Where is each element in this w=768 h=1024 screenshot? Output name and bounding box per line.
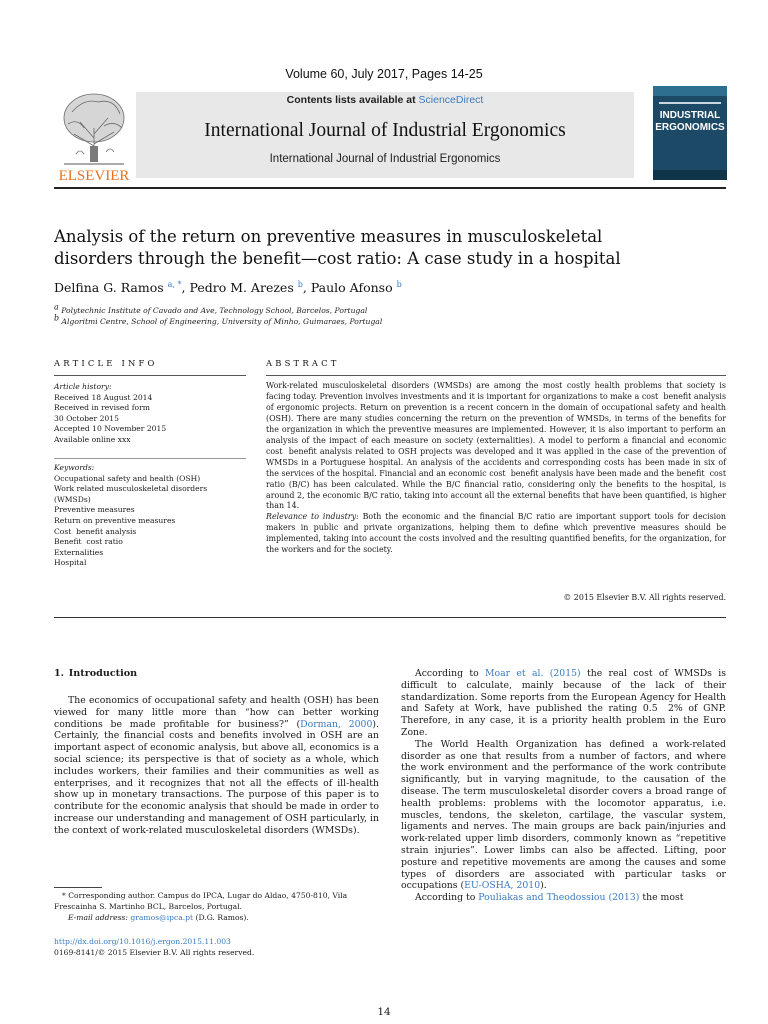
affiliation-mark: a	[54, 302, 59, 312]
history-item: Accepted 10 November 2015	[54, 424, 167, 434]
email-link[interactable]: gramos@ipca.pt	[130, 912, 194, 922]
keyword-item: (WMSDs)	[54, 494, 91, 504]
body-paragraph	[401, 668, 726, 739]
keyword-item: Benefit cost ratio	[54, 537, 123, 547]
author-affiliation-mark[interactable]: b	[297, 279, 303, 289]
keywords-rule	[54, 458, 246, 459]
paragraph-text: ).	[540, 880, 547, 892]
author-list	[54, 280, 402, 295]
body-paragraph	[401, 892, 726, 904]
email-label: E-mail address:	[68, 912, 128, 922]
relevance-text: Both the economic and the financial B/C ratio are important support tools for decision makers in public and private organizations, helping them to define which preventive measures should be implemented, taking into account the costs involved and the resulting quantified benefits, for the organization, for the workers and for the society.	[266, 512, 726, 555]
title-line-1: Analysis of the return on preventive measures in musculoskeletal	[54, 227, 603, 246]
cover-title-line2: ERGONOMICS	[655, 122, 725, 133]
paragraph-text: The economics of occupational safety and health (OSH) has been viewed for many little more than “how can better working conditions be made profitable for business?” (	[54, 695, 379, 730]
email-suffix: (D.G. Ramos).	[193, 912, 249, 922]
doi-link[interactable]: http://dx.doi.org/10.1016/j.ergon.2015.11.003	[54, 937, 231, 946]
cover-rule	[659, 102, 721, 104]
sciencedirect-link[interactable]: ScienceDirect	[418, 94, 484, 106]
author-separator: ,	[302, 280, 311, 295]
paragraph-text: the most	[639, 892, 684, 904]
left-column	[54, 695, 379, 837]
citation-link[interactable]: EU-OSHA, 2010	[464, 880, 541, 892]
author-affiliation-mark[interactable]: a, *	[167, 279, 182, 289]
abstract-body	[266, 381, 726, 556]
keyword-item: Return on preventive measures	[54, 515, 176, 525]
keywords-list	[54, 463, 249, 569]
body-paragraph	[401, 739, 726, 892]
journal-header-box	[136, 92, 634, 178]
intro-paragraph	[54, 695, 379, 837]
author-name: Pedro M. Arezes	[189, 280, 294, 295]
affiliation-text: Polytechnic Institute of Cavado and Ave, Technology School, Barcelos, Portugal	[61, 306, 368, 315]
paper-title	[54, 226, 694, 270]
title-line-2: disorders through the benefit—cost ratio: A case study in a hospital	[54, 249, 621, 268]
page-number: 14	[377, 1006, 391, 1018]
relevance-paragraph	[266, 512, 726, 556]
keywords-label: Keywords:	[54, 463, 95, 472]
paragraph-text: ). Certainly, the financial costs and benefits involved in OSH are an important aspect of economic analysis, but above all, economics is a social science; its perspective is that of society as a whole, which includes workers, their families and their communities as well as enterprises, and it recognizes that not all the effects of ill-health show up in monetary transactions. The purpose of this paper is to contribute for the economic analysis that should be made in order to increase our understanding and management of OSH particularly, in the context of work-related musculoskeletal disorders (WMSDs).	[54, 718, 379, 836]
abstract-copyright: © 2015 Elsevier B.V. All rights reserved.	[563, 593, 726, 602]
elsevier-tree-logo	[54, 88, 134, 182]
affiliation-a	[54, 302, 368, 315]
paragraph-text: the real cost of WMSDs is difficult to calculate, mainly because of the lack of their standardization. Some reports from the European Agency for Health and Safety at Work, have published the rating 0.5 2% of GNP. Therefore, in any case, it is a priority health problem in the Euro Zone.	[401, 668, 727, 738]
right-column	[401, 668, 726, 904]
affiliation-mark: b	[54, 313, 60, 323]
keyword-item: Occupational safety and health (OSH)	[54, 473, 201, 483]
affiliation-text: Algoritmi Centre, School of Engineering, University of Minho, Guimaraes, Portugal	[61, 317, 383, 326]
cover-title-line1: INDUSTRIAL	[659, 110, 721, 121]
volume-line: Volume 60, July 2017, Pages 14-25	[285, 67, 483, 81]
relevance-label: Relevance to industry:	[266, 512, 359, 522]
keyword-item: Preventive measures	[54, 505, 135, 515]
author-name: Delfina G. Ramos	[54, 280, 164, 295]
article-history	[54, 382, 249, 446]
corresponding-author-footnote	[54, 891, 382, 923]
journal-subtitle: International Journal of Industrial Ergonomics	[269, 153, 501, 165]
history-item: 30 October 2015	[54, 413, 119, 423]
section-heading-introduction: 1. Introduction	[54, 668, 138, 679]
article-info-heading: ARTICLE INFO	[54, 358, 158, 368]
article-info-rule	[54, 375, 246, 376]
paragraph-text: The World Health Organization has defined a work-related disorder as one that results from a number of factors, and where the work environment and the performance of the work contribute significantly, but in varying magnitude, to the causation of the disease. The term musculoskeletal disorder covers a broad range of health problems: problems with the locomotor apparatus, i.e. muscles, tendons, the skeleton, cartilage, the vascular system, ligaments and nerves. The main groups are back pain/injuries and work-related upper limb disorders, commonly known as “repetitive strain injuries”. Lower limbs can also be affected. Lifting, poor posture and repetitive movements are among the causes and some types of disorders are associated with particular tasks or occupations (	[401, 738, 726, 892]
abstract-bottom-rule	[54, 617, 726, 618]
abstract-heading: ABSTRACT	[266, 358, 340, 368]
abstract-rule	[266, 375, 726, 376]
contents-prefix: Contents lists available at	[286, 94, 419, 106]
keyword-item: Externalities	[54, 547, 104, 557]
citation-link[interactable]: Moar et al. (2015)	[485, 668, 581, 679]
cover-title	[653, 110, 727, 134]
citation-link[interactable]: Dorman, 2000	[300, 718, 373, 730]
keyword-item: Cost benefit analysis	[54, 526, 137, 536]
paragraph-text: According to	[415, 892, 479, 904]
author-separator: ,	[181, 280, 190, 295]
footnote-rule	[54, 887, 102, 888]
abstract-paragraph: Work-related musculoskeletal disorders (WMSDs) are among the most costly health problems that society is facing today. Prevention involves investments and it is important for organizations to make a cost benefit analysis of ergonomic projects. Return on prevention is a recent concern in the domain of occupational safety and health (OSH). There are many studies concerning the return on the prevention of WMSDs, in terms of the benefits for the organization in which the preventive measures are implemented. However, it is also important to perform an analysis of the impact of each measure on society (externalities). A model to perform a financial and economic cost benefit analysis related to OSH projects was developed and it was applied in the case of the prevention of WMSDs in a Portuguese hospital. An analysis of the accidents and corresponding costs has been made in six of the services of the hospital. Financial and an economic cost benefit analysis have been made and the benefit cost ratio (B/C) has been calculated. While the B/C financial ratio, considering only the benefits to the hospital, is around 2, the economic B/C ratio, taking into account all the external benefits that have been quantified, is higher than 14.	[266, 381, 726, 511]
header-rule	[54, 187, 726, 189]
doi-block	[54, 937, 254, 959]
history-item: Available online xxx	[54, 434, 131, 444]
journal-title: International Journal of Industrial Ergonomics	[204, 120, 566, 141]
issn-line: 0169-8141/© 2015 Elsevier B.V. All rights reserved.	[54, 947, 255, 957]
keyword-item: Work related musculoskeletal disorders	[54, 484, 208, 494]
affiliation-b	[54, 313, 383, 326]
elsevier-wordmark: ELSEVIER	[58, 168, 130, 182]
author-name: Paulo Afonso	[310, 280, 393, 295]
history-label: Article history:	[54, 382, 112, 391]
footnote-email-line	[54, 913, 382, 924]
footnote-text: * Corresponding author. Campus do IPCA, Lugar do Aldao, 4750-810, Vila Frescainha S. Martinho BCL, Barcelos, Portugal.	[54, 891, 348, 911]
keyword-item: Hospital	[54, 558, 87, 568]
history-item: Received 18 August 2014	[54, 392, 153, 402]
paragraph-text: According to	[415, 668, 485, 679]
citation-link[interactable]: Pouliakas and Theodossiou (2013)	[478, 892, 640, 904]
cover-bottom-strip	[653, 170, 727, 180]
journal-cover-image	[653, 86, 727, 180]
cover-top-strip	[653, 86, 727, 96]
contents-line	[136, 94, 634, 106]
author-affiliation-mark[interactable]: b	[396, 279, 402, 289]
history-item: Received in revised form	[54, 403, 150, 413]
